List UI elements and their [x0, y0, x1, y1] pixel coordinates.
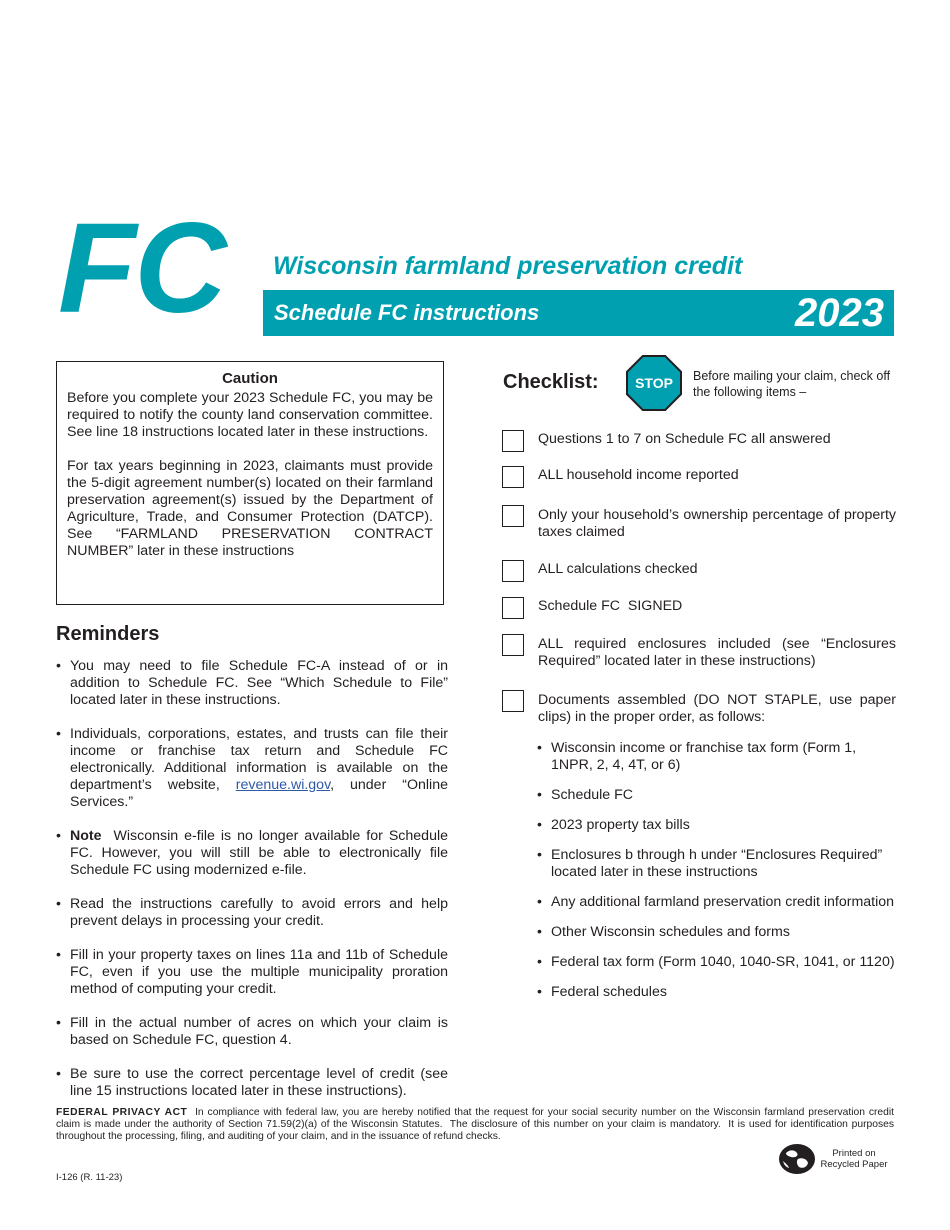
recycled-globe-icon	[777, 1143, 817, 1175]
list-item: • Be sure to use the correct percentage level of credit (see line 15 instructions located later in these instructions).	[56, 1066, 448, 1099]
tax-year: 2023	[795, 291, 884, 335]
list-item: • Wisconsin income or franchise tax form (Form 1, 1NPR, 2, 4, 4T, or 6)	[537, 740, 857, 773]
page-title: Wisconsin farmland preservation credit	[273, 252, 743, 280]
list-item: • Federal schedules	[537, 984, 667, 1000]
list-item: • Enclosures b through h under “Enclosures Required” located later in these instructions	[537, 847, 883, 880]
checkbox[interactable]	[502, 634, 524, 656]
revenue-website-link[interactable]: revenue.wi.gov	[235, 777, 331, 793]
list-item: • You may need to file Schedule FC-A instead of or in addition to Schedule FC. See “Which Schedule to File” located later in these instructions.	[56, 658, 448, 708]
list-item: • Fill in the actual number of acres on which your claim is based on Schedule FC, question 4.	[56, 1015, 448, 1048]
checkbox[interactable]	[502, 597, 524, 619]
document-order-list	[537, 740, 897, 1014]
fc-logo-text: FC	[58, 197, 225, 340]
checklist-heading: Checklist:	[503, 371, 599, 393]
caution-box	[56, 361, 444, 605]
caution-paragraph: For tax years beginning in 2023, claimants must provide the 5-digit agreement number(s) located on their farmland preservation agreement(s) issued by the Department of Agriculture, Trade, and Consumer Protection (DATCP). See “FARMLAND PRESERVATION CONTRACT NUMBER” later in these instructions	[67, 458, 433, 559]
reminders-heading: Reminders	[56, 623, 160, 645]
list-item: • Individuals, corporations, estates, and trusts can file their income or franchise tax return and Schedule FC electronically. Additional information is available on the department’s website, revenue.wi.gov, under “Online Services.”	[56, 726, 448, 810]
caution-title: Caution	[222, 370, 278, 387]
list-item: • Federal tax form (Form 1040, 1040-SR, 1041, or 1120)	[537, 954, 895, 970]
form-id: I-126 (R. 11-23)	[56, 1172, 123, 1183]
list-item: • Note Wisconsin e-file is no longer available for Schedule FC. However, you will still be able to electronically file Schedule FC using modernized e-file.	[56, 828, 452, 878]
page-subtitle: Schedule FC instructions	[274, 300, 540, 325]
list-item: • Fill in your property taxes on lines 11a and 11b of Schedule FC, even if you use the multiple municipality proration method of computing your credit.	[56, 947, 448, 997]
checkbox[interactable]	[502, 690, 524, 712]
checkbox[interactable]	[502, 466, 524, 488]
title-bar	[263, 290, 894, 336]
list-item: • Schedule FC	[537, 787, 634, 803]
caution-paragraph: Before you complete your 2023 Schedule FC, you may be required to notify the county land conservation committee. See line 18 instructions located later in these instructions.	[67, 390, 433, 440]
reminders-list	[56, 658, 452, 1117]
privacy-act-notice: FEDERAL PRIVACY ACT In compliance with federal law, you are hereby notified that the request for your social security number on the Wisconsin farmland preservation credit claim is made under the authority of Section 71.59(2)(a) of the Wisconsin Statutes. The disclosure of this number on your claim is mandatory. It is used for identification purposes throughout the processing, filing, and auditing of your claim, and in the issuance of refund checks.	[56, 1107, 897, 1142]
stop-sign-icon	[626, 355, 682, 411]
list-item: • 2023 property tax bills	[537, 817, 690, 833]
checkbox[interactable]	[502, 505, 524, 527]
list-item: • Any additional farmland preservation credit information	[537, 894, 895, 910]
list-item: • Other Wisconsin schedules and forms	[537, 924, 790, 940]
checkbox[interactable]	[502, 430, 524, 452]
list-item: • Read the instructions carefully to avoid errors and help prevent delays in processing your credit.	[56, 896, 448, 929]
recycled-paper-note: Printed on Recycled Paper	[820, 1148, 888, 1170]
checklist-note: Before mailing your claim, check off the following items –	[693, 369, 891, 399]
checkbox[interactable]	[502, 560, 524, 582]
stop-label: STOP	[635, 375, 673, 391]
